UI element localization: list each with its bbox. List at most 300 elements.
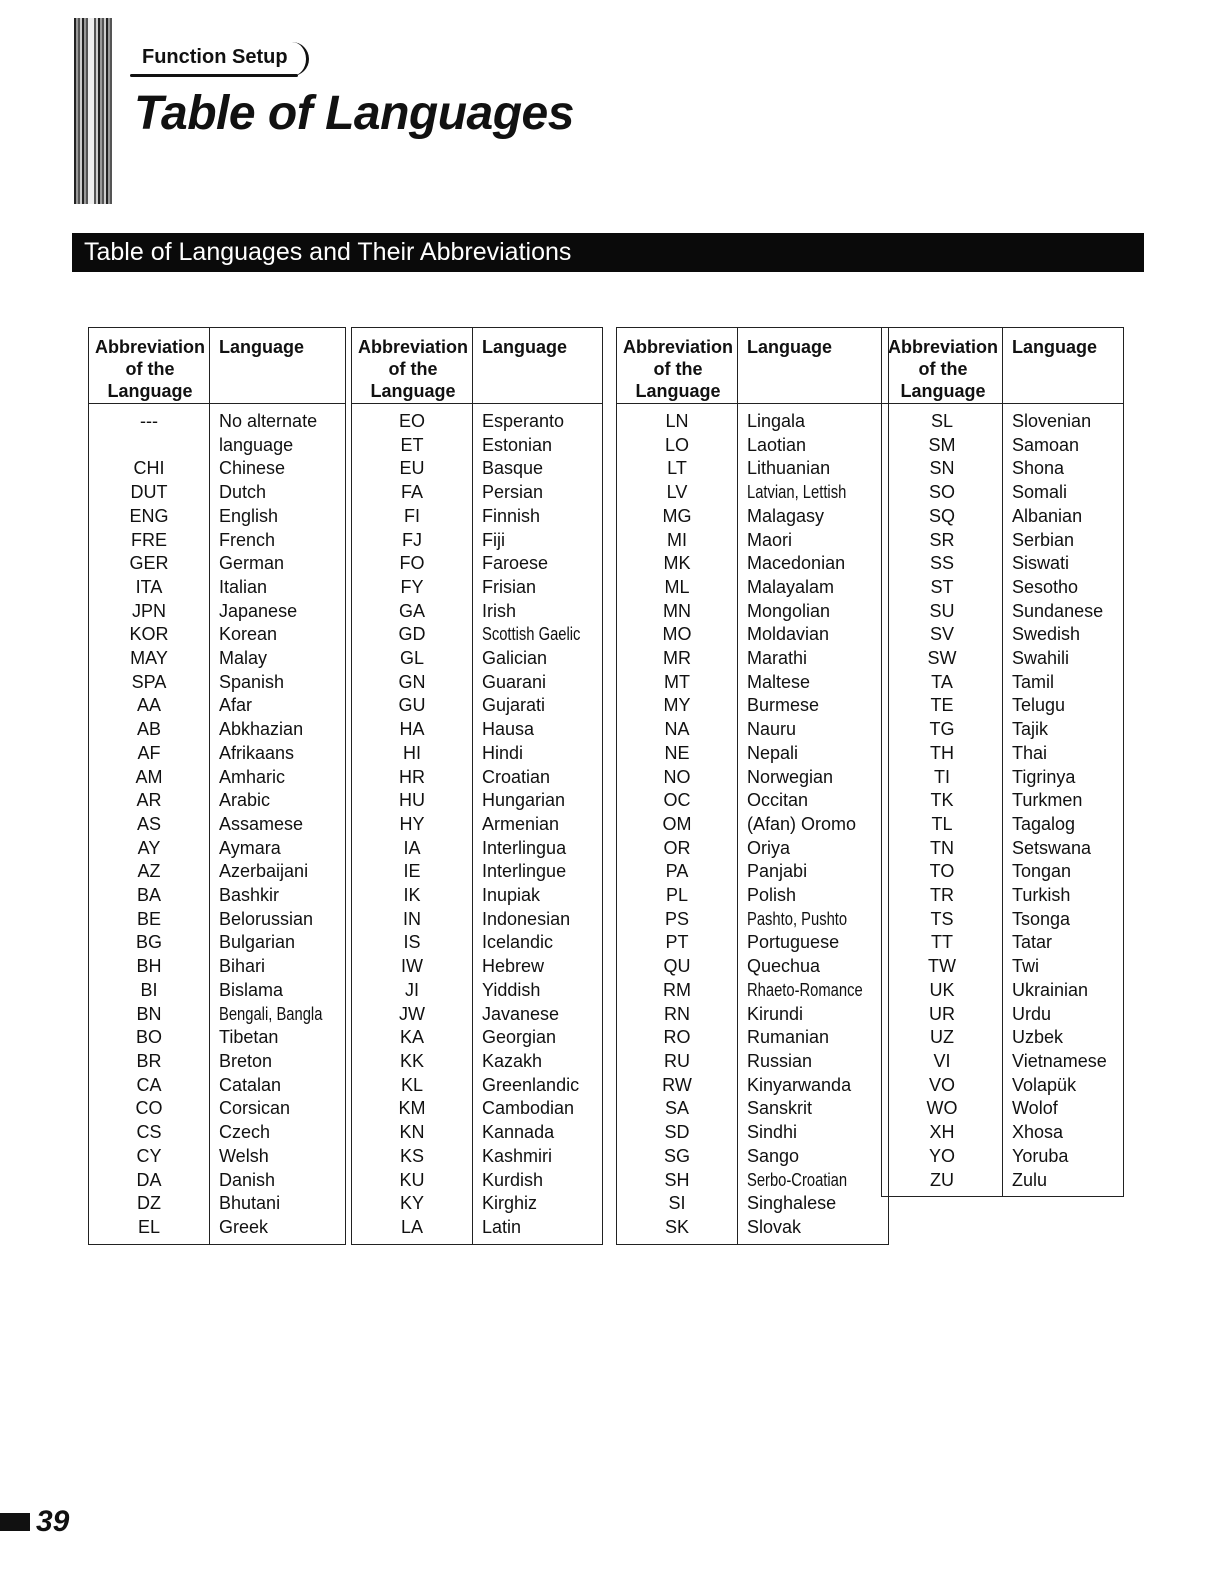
abbreviation-cell: RN bbox=[617, 1003, 738, 1027]
language-cell: Portuguese bbox=[747, 932, 840, 953]
table-row bbox=[352, 979, 603, 1003]
language-cell: Japanese bbox=[219, 600, 298, 621]
language-cell: Irish bbox=[482, 600, 517, 621]
language-cell: Sesotho bbox=[1012, 576, 1079, 597]
abbreviation-cell: LV bbox=[617, 481, 738, 505]
abbreviation-cell: ITA bbox=[89, 576, 210, 600]
abbreviation-cell: SL bbox=[882, 404, 1003, 434]
table-row bbox=[352, 837, 603, 861]
language-text: Bengali, Bangla bbox=[219, 1003, 323, 1024]
table-header-row bbox=[882, 328, 1124, 404]
language-cell: Dutch bbox=[219, 482, 267, 503]
abbreviation-cell: TS bbox=[882, 908, 1003, 932]
table-row bbox=[352, 481, 603, 505]
abbreviation-cell: ST bbox=[882, 576, 1003, 600]
language-cell: Vietnamese bbox=[1012, 1050, 1107, 1071]
page-title: Table of Languages bbox=[134, 87, 574, 140]
table-row bbox=[352, 1169, 603, 1193]
table-row bbox=[882, 1003, 1124, 1027]
table-row bbox=[352, 1216, 603, 1244]
language-cell bbox=[738, 979, 889, 1003]
language-cell: Tagalog bbox=[1012, 813, 1076, 834]
language-cell: Esperanto bbox=[482, 411, 565, 431]
table-row bbox=[617, 1169, 889, 1193]
language-cell: Latin bbox=[482, 1216, 522, 1237]
table-row bbox=[89, 647, 346, 671]
abbreviation-cell: LO bbox=[617, 434, 738, 458]
abbreviation-cell: RM bbox=[617, 979, 738, 1003]
abbreviation-cell: OM bbox=[617, 813, 738, 837]
table-row bbox=[352, 552, 603, 576]
table-row bbox=[882, 694, 1124, 718]
abbreviation-cell: VI bbox=[882, 1050, 1003, 1074]
table-row bbox=[617, 1097, 889, 1121]
table-row bbox=[89, 1003, 346, 1027]
table-row bbox=[882, 576, 1124, 600]
page-number bbox=[0, 1505, 69, 1539]
table-row bbox=[617, 979, 889, 1003]
language-cell bbox=[210, 1003, 346, 1027]
table-row bbox=[89, 481, 346, 505]
language-cell: Xhosa bbox=[1012, 1122, 1064, 1143]
abbreviation-cell: GL bbox=[352, 647, 473, 671]
abbreviation-cell: IS bbox=[352, 931, 473, 955]
language-cell: Thai bbox=[1012, 742, 1048, 763]
abbreviation-cell: NE bbox=[617, 742, 738, 766]
table-row bbox=[882, 955, 1124, 979]
language-cell: Kinyarwanda bbox=[747, 1074, 852, 1095]
language-text: Latvian, Lettish bbox=[747, 482, 847, 503]
header-language: Language bbox=[473, 328, 603, 404]
table-row bbox=[882, 1121, 1124, 1145]
language-cell: Italian bbox=[219, 576, 268, 597]
language-cell: Croatian bbox=[482, 766, 551, 787]
language-cell: Javanese bbox=[482, 1003, 560, 1024]
abbreviation-cell: BR bbox=[89, 1050, 210, 1074]
abbreviation-cell: SQ bbox=[882, 505, 1003, 529]
abbreviation-cell: UK bbox=[882, 979, 1003, 1003]
table-row bbox=[352, 742, 603, 766]
language-cell: Fiji bbox=[482, 529, 506, 550]
page-number-text: 39 bbox=[36, 1505, 70, 1538]
table-row bbox=[89, 623, 346, 647]
table-row bbox=[89, 884, 346, 908]
table-row bbox=[89, 552, 346, 576]
table-row bbox=[617, 1050, 889, 1074]
language-cell: Siswati bbox=[1012, 553, 1070, 574]
table-row bbox=[89, 860, 346, 884]
language-cell: Swahili bbox=[1012, 648, 1070, 669]
language-cell: Norwegian bbox=[747, 766, 834, 787]
language-table-3 bbox=[616, 327, 889, 1245]
table-row bbox=[617, 860, 889, 884]
abbreviation-cell: SW bbox=[882, 647, 1003, 671]
language-cell: Finnish bbox=[482, 505, 541, 526]
language-cell: Georgian bbox=[482, 1027, 557, 1048]
abbreviation-cell: MK bbox=[617, 552, 738, 576]
table-row bbox=[882, 789, 1124, 813]
abbreviation-cell: MO bbox=[617, 623, 738, 647]
table-row bbox=[882, 979, 1124, 1003]
abbreviation-cell: HR bbox=[352, 766, 473, 790]
language-cell: Tajik bbox=[1012, 719, 1049, 740]
language-cell: Danish bbox=[219, 1169, 276, 1190]
language-text: Rhaeto-Romance bbox=[747, 979, 863, 1000]
language-cell: Hausa bbox=[482, 719, 535, 740]
language-cell: Setswana bbox=[1012, 837, 1092, 858]
language-cell: Shona bbox=[1012, 458, 1065, 479]
table-row bbox=[617, 529, 889, 553]
language-cell bbox=[738, 1169, 889, 1193]
language-table-4 bbox=[881, 327, 1124, 1197]
table-row bbox=[882, 481, 1124, 505]
abbreviation-cell: VO bbox=[882, 1074, 1003, 1098]
language-cell: Hebrew bbox=[482, 956, 545, 977]
language-cell: Hindi bbox=[482, 742, 524, 763]
table-row bbox=[882, 1145, 1124, 1169]
abbreviation-cell: --- bbox=[89, 404, 210, 458]
language-cell: Tibetan bbox=[219, 1027, 279, 1048]
abbreviation-cell: AZ bbox=[89, 860, 210, 884]
table-row bbox=[89, 813, 346, 837]
abbreviation-cell: UR bbox=[882, 1003, 1003, 1027]
abbreviation-cell: FRE bbox=[89, 529, 210, 553]
table-row bbox=[352, 1003, 603, 1027]
table-header-row bbox=[617, 328, 889, 404]
table-row bbox=[352, 457, 603, 481]
language-cell: Slovak bbox=[747, 1216, 802, 1237]
language-cell: Urdu bbox=[1012, 1003, 1052, 1024]
abbreviation-cell: EL bbox=[89, 1216, 210, 1244]
language-cell: Kashmiri bbox=[482, 1145, 553, 1166]
language-cell: Kannada bbox=[482, 1122, 555, 1143]
table-row bbox=[882, 1050, 1124, 1074]
header-abbreviation: Abbreviation of the Language bbox=[617, 328, 738, 404]
language-cell: Amharic bbox=[219, 766, 286, 787]
language-cell: Bashkir bbox=[219, 885, 280, 906]
abbreviation-cell: SS bbox=[882, 552, 1003, 576]
abbreviation-cell: TT bbox=[882, 931, 1003, 955]
header-language: Language bbox=[738, 328, 889, 404]
table-row bbox=[617, 1121, 889, 1145]
language-cell: Catalan bbox=[219, 1074, 282, 1095]
table-row bbox=[352, 955, 603, 979]
table-row bbox=[89, 404, 346, 458]
language-cell: Lithuanian bbox=[747, 458, 831, 479]
abbreviation-cell: KS bbox=[352, 1145, 473, 1169]
abbreviation-cell: BI bbox=[89, 979, 210, 1003]
table-row bbox=[352, 623, 603, 647]
language-cell: Bihari bbox=[219, 956, 266, 977]
language-cell bbox=[738, 481, 889, 505]
table-row bbox=[352, 1074, 603, 1098]
table-row bbox=[89, 694, 346, 718]
language-cell: Kazakh bbox=[482, 1050, 543, 1071]
table-row bbox=[89, 1145, 346, 1169]
abbreviation-cell: DUT bbox=[89, 481, 210, 505]
table-row bbox=[882, 884, 1124, 908]
abbreviation-cell: FI bbox=[352, 505, 473, 529]
language-cell: Azerbaijani bbox=[219, 861, 309, 882]
table-row bbox=[882, 766, 1124, 790]
language-cell: Chinese bbox=[219, 458, 286, 479]
abbreviation-cell: KN bbox=[352, 1121, 473, 1145]
table-row bbox=[89, 1169, 346, 1193]
abbreviation-cell: CA bbox=[89, 1074, 210, 1098]
abbreviation-cell: PT bbox=[617, 931, 738, 955]
language-cell: Cambodian bbox=[482, 1098, 575, 1119]
abbreviation-cell: LN bbox=[617, 404, 738, 434]
abbreviation-cell: BA bbox=[89, 884, 210, 908]
abbreviation-cell: AM bbox=[89, 766, 210, 790]
language-cell: Somali bbox=[1012, 482, 1068, 503]
section-banner: Table of Languages and Their Abbreviations bbox=[72, 233, 1144, 272]
abbreviation-cell: MG bbox=[617, 505, 738, 529]
table-row bbox=[352, 434, 603, 458]
table-row bbox=[882, 505, 1124, 529]
language-cell: Zulu bbox=[1012, 1169, 1048, 1190]
language-cell: Wolof bbox=[1012, 1098, 1058, 1119]
page-marker-icon bbox=[0, 1513, 30, 1531]
table-row bbox=[617, 884, 889, 908]
table-row bbox=[89, 1050, 346, 1074]
table-row bbox=[352, 908, 603, 932]
abbreviation-cell: PA bbox=[617, 860, 738, 884]
language-table-1 bbox=[88, 327, 346, 1245]
language-cell: Arabic bbox=[219, 790, 271, 811]
table-row bbox=[617, 694, 889, 718]
abbreviation-cell: SD bbox=[617, 1121, 738, 1145]
abbreviation-cell: TR bbox=[882, 884, 1003, 908]
language-text: Pashto, Pushto bbox=[747, 908, 848, 929]
table-row bbox=[617, 908, 889, 932]
language-cell: Afrikaans bbox=[219, 742, 295, 763]
table-row bbox=[617, 434, 889, 458]
table-row bbox=[882, 860, 1124, 884]
abbreviation-cell: LA bbox=[352, 1216, 473, 1244]
table-row bbox=[617, 718, 889, 742]
abbreviation-cell: RU bbox=[617, 1050, 738, 1074]
language-cell: Breton bbox=[219, 1050, 273, 1071]
table-row bbox=[617, 671, 889, 695]
abbreviation-cell: KOR bbox=[89, 623, 210, 647]
table-row bbox=[89, 1074, 346, 1098]
language-cell: Malayalam bbox=[747, 576, 835, 597]
abbreviation-cell: SG bbox=[617, 1145, 738, 1169]
table-row bbox=[352, 884, 603, 908]
language-cell: Maltese bbox=[747, 671, 811, 692]
language-table-2 bbox=[351, 327, 603, 1245]
table-row bbox=[882, 600, 1124, 624]
table-row bbox=[617, 623, 889, 647]
table-row bbox=[617, 1145, 889, 1169]
abbreviation-cell: GD bbox=[352, 623, 473, 647]
abbreviation-cell: TI bbox=[882, 766, 1003, 790]
abbreviation-cell: FO bbox=[352, 552, 473, 576]
language-cell: Inupiak bbox=[482, 885, 541, 906]
language-cell: Sindhi bbox=[747, 1122, 798, 1143]
abbreviation-cell: SR bbox=[882, 529, 1003, 553]
abbreviation-cell: KK bbox=[352, 1050, 473, 1074]
table-row bbox=[89, 718, 346, 742]
language-cell: Persian bbox=[482, 482, 544, 503]
language-cell: Interlingue bbox=[482, 861, 567, 882]
abbreviation-cell: JI bbox=[352, 979, 473, 1003]
table-row bbox=[617, 576, 889, 600]
language-cell: Assamese bbox=[219, 813, 304, 834]
language-cell: Rumanian bbox=[747, 1027, 830, 1048]
abbreviation-cell: IK bbox=[352, 884, 473, 908]
table-row bbox=[352, 860, 603, 884]
table-row bbox=[882, 1169, 1124, 1197]
language-cell: Corsican bbox=[219, 1098, 291, 1119]
table-row bbox=[617, 600, 889, 624]
abbreviation-cell: TH bbox=[882, 742, 1003, 766]
language-cell: Bislama bbox=[219, 979, 284, 1000]
abbreviation-cell: TL bbox=[882, 813, 1003, 837]
table-row bbox=[89, 837, 346, 861]
header-abbreviation: Abbreviation of the Language bbox=[89, 328, 210, 404]
table-row bbox=[617, 813, 889, 837]
language-cell: Slovenian bbox=[1012, 411, 1092, 431]
table-row bbox=[882, 742, 1124, 766]
language-cell: Tamil bbox=[1012, 671, 1055, 692]
language-cell: Kirundi bbox=[747, 1003, 804, 1024]
abbreviation-cell: GER bbox=[89, 552, 210, 576]
language-cell: Yoruba bbox=[1012, 1145, 1069, 1166]
abbreviation-cell: SA bbox=[617, 1097, 738, 1121]
abbreviation-cell: SK bbox=[617, 1216, 738, 1244]
table-row bbox=[352, 766, 603, 790]
header-language: Language bbox=[1003, 328, 1124, 404]
table-row bbox=[617, 1074, 889, 1098]
table-row bbox=[89, 505, 346, 529]
abbreviation-cell: HA bbox=[352, 718, 473, 742]
abbreviation-cell: BN bbox=[89, 1003, 210, 1027]
language-cell: Laotian bbox=[747, 434, 807, 455]
language-cell: Greenlandic bbox=[482, 1074, 580, 1095]
table-row bbox=[89, 600, 346, 624]
table-row bbox=[352, 1145, 603, 1169]
abbreviation-cell: DA bbox=[89, 1169, 210, 1193]
table-row bbox=[617, 1003, 889, 1027]
abbreviation-cell: TO bbox=[882, 860, 1003, 884]
abbreviation-cell: TG bbox=[882, 718, 1003, 742]
abbreviation-cell: KY bbox=[352, 1192, 473, 1216]
abbreviation-cell: GN bbox=[352, 671, 473, 695]
table-row bbox=[882, 1026, 1124, 1050]
table-row bbox=[352, 1121, 603, 1145]
abbreviation-cell: ML bbox=[617, 576, 738, 600]
table-row bbox=[352, 404, 603, 434]
abbreviation-cell: FA bbox=[352, 481, 473, 505]
language-cell: Armenian bbox=[482, 813, 560, 834]
language-cell: Swedish bbox=[1012, 624, 1081, 645]
language-cell: Tsonga bbox=[1012, 908, 1071, 929]
abbreviation-cell: TE bbox=[882, 694, 1003, 718]
abbreviation-cell: OR bbox=[617, 837, 738, 861]
abbreviation-cell: BE bbox=[89, 908, 210, 932]
table-row bbox=[352, 718, 603, 742]
table-header-row bbox=[89, 328, 346, 404]
abbreviation-cell: WO bbox=[882, 1097, 1003, 1121]
abbreviation-cell: GU bbox=[352, 694, 473, 718]
table-row bbox=[882, 404, 1124, 434]
table-row bbox=[882, 552, 1124, 576]
language-cell: Quechua bbox=[747, 956, 821, 977]
abbreviation-cell: IN bbox=[352, 908, 473, 932]
table-row bbox=[617, 404, 889, 434]
abbreviation-cell: TA bbox=[882, 671, 1003, 695]
language-cell: Afar bbox=[219, 695, 253, 716]
abbreviation-cell: GA bbox=[352, 600, 473, 624]
abbreviation-cell: SI bbox=[617, 1192, 738, 1216]
language-cell: Twi bbox=[1012, 956, 1040, 977]
abbreviation-cell: JW bbox=[352, 1003, 473, 1027]
language-cell: Telugu bbox=[1012, 695, 1066, 716]
language-cell: Estonian bbox=[482, 434, 553, 455]
language-cell: Maori bbox=[747, 529, 793, 550]
table-row bbox=[617, 955, 889, 979]
table-row bbox=[352, 671, 603, 695]
language-cell: Icelandic bbox=[482, 932, 554, 953]
table-row bbox=[882, 457, 1124, 481]
language-text: Scottish Gaelic bbox=[482, 624, 581, 645]
abbreviation-cell: BO bbox=[89, 1026, 210, 1050]
table-row bbox=[882, 1097, 1124, 1121]
language-cell: English bbox=[219, 505, 279, 526]
table-row bbox=[617, 552, 889, 576]
abbreviation-cell: CS bbox=[89, 1121, 210, 1145]
table-row bbox=[352, 600, 603, 624]
table-row bbox=[617, 457, 889, 481]
table-row bbox=[617, 647, 889, 671]
table-row bbox=[617, 837, 889, 861]
table-row bbox=[352, 789, 603, 813]
abbreviation-cell: HI bbox=[352, 742, 473, 766]
table-row bbox=[89, 955, 346, 979]
table-row bbox=[882, 1074, 1124, 1098]
language-cell: German bbox=[219, 553, 285, 574]
language-cell: Serbian bbox=[1012, 529, 1075, 550]
table-row bbox=[882, 813, 1124, 837]
abbreviation-cell: KL bbox=[352, 1074, 473, 1098]
table-row bbox=[352, 1026, 603, 1050]
language-cell: Russian bbox=[747, 1050, 813, 1071]
table-row bbox=[89, 576, 346, 600]
language-cell: Macedonian bbox=[747, 553, 846, 574]
table-row bbox=[882, 931, 1124, 955]
table-row bbox=[617, 481, 889, 505]
header-abbreviation: Abbreviation of the Language bbox=[882, 328, 1003, 404]
table-row bbox=[617, 1026, 889, 1050]
table-row bbox=[89, 671, 346, 695]
language-cell: French bbox=[219, 529, 276, 550]
language-cell: Turkish bbox=[1012, 885, 1071, 906]
language-cell: No alternate language bbox=[219, 411, 318, 455]
table-row bbox=[617, 1192, 889, 1216]
decorative-side-bar bbox=[74, 18, 112, 204]
abbreviation-cell: SM bbox=[882, 434, 1003, 458]
abbreviation-cell: DZ bbox=[89, 1192, 210, 1216]
language-cell: Tatar bbox=[1012, 932, 1053, 953]
abbreviation-cell: RO bbox=[617, 1026, 738, 1050]
language-cell: Welsh bbox=[219, 1145, 269, 1166]
abbreviation-cell: ENG bbox=[89, 505, 210, 529]
language-cell: Malagasy bbox=[747, 505, 825, 526]
table-row bbox=[882, 908, 1124, 932]
abbreviation-cell: KA bbox=[352, 1026, 473, 1050]
